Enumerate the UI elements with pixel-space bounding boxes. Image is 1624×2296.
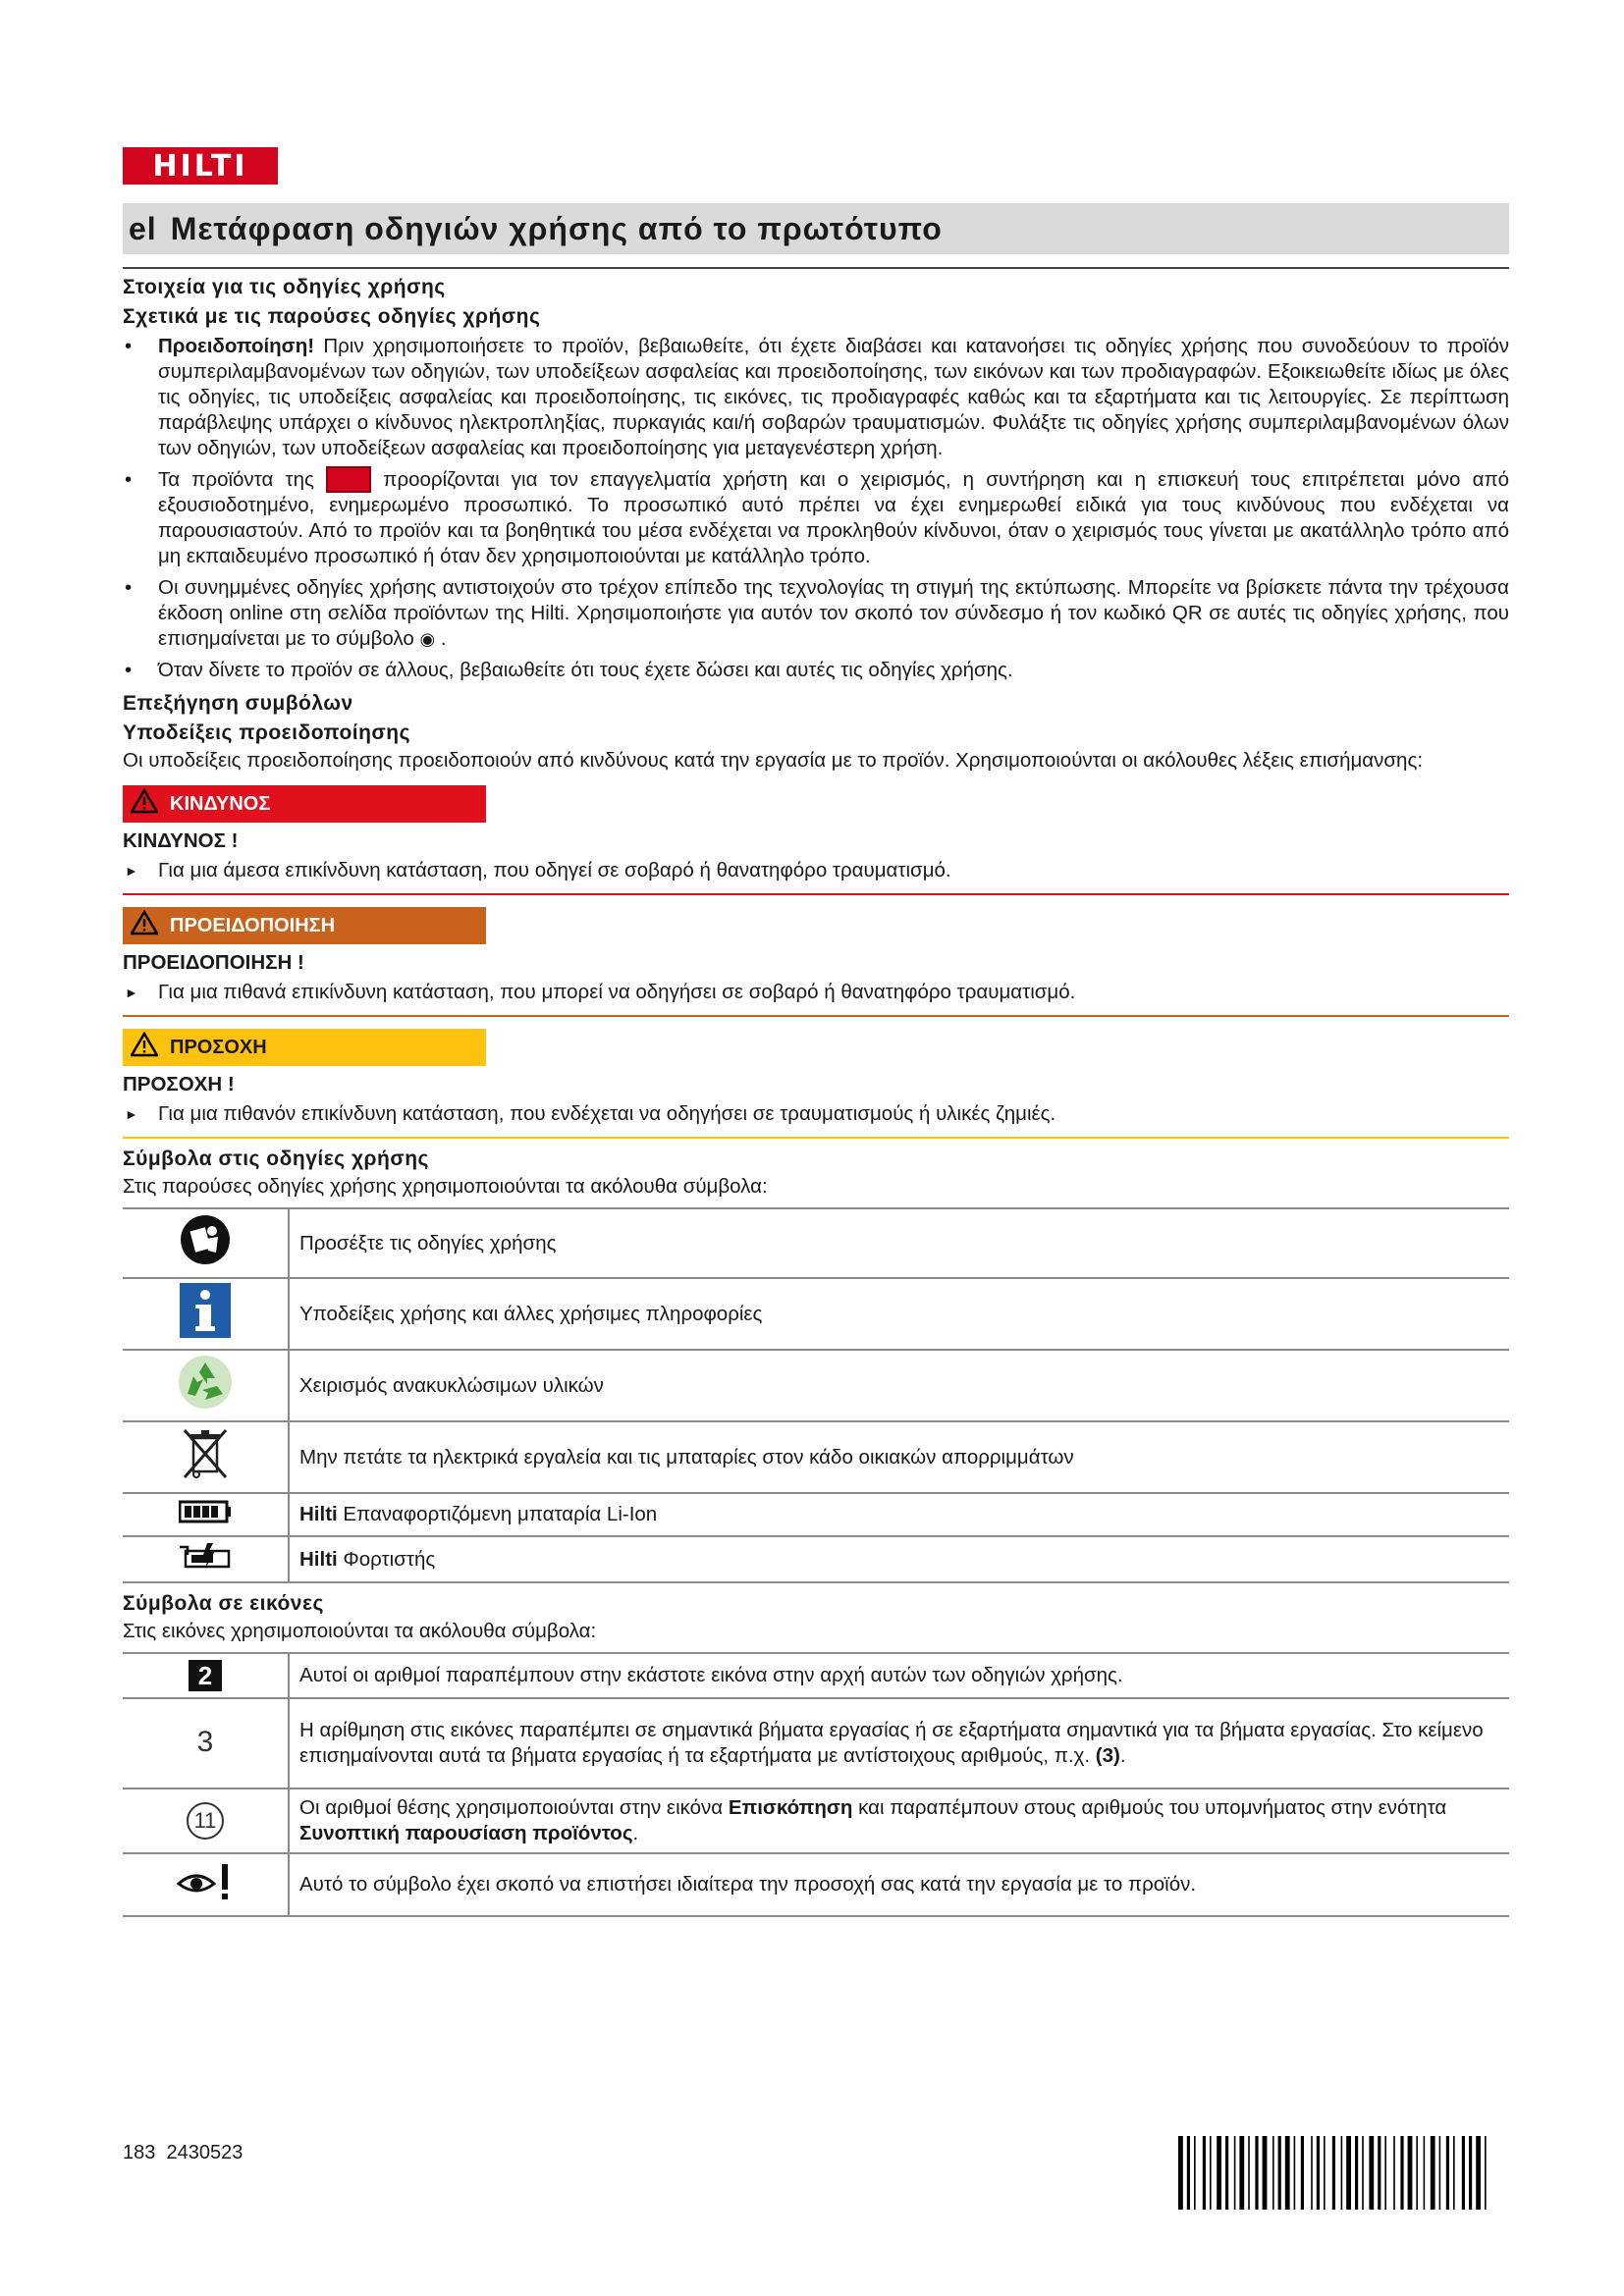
- section-heading-symbol-explanation: Επεξήγηση συμβόλων: [123, 692, 353, 715]
- info-icon: [123, 1278, 289, 1350]
- recycle-icon: [123, 1350, 289, 1421]
- caution-label: ΠΡΟΣΟΧΗ: [170, 1037, 267, 1058]
- danger-text: Για μια άμεσα επικίνδυνη κατάσταση, που οδηγεί σε σοβαρό ή θανατηφόρο τραυματισμό.: [158, 859, 951, 881]
- danger-signal-bar: [123, 785, 486, 823]
- document-body: [123, 273, 1509, 1917]
- list-item-text: Τα προϊόντα της: [158, 468, 326, 491]
- section-heading-about-manual: Σχετικά με τις παρούσες οδηγίες χρήσης: [123, 305, 541, 328]
- list-item: [123, 658, 1509, 683]
- symbol-description: Προσέξτε τις οδηγίες χρήσης: [289, 1208, 1509, 1278]
- barcode-bar: [1285, 2136, 1290, 2210]
- step-number-icon: [123, 1698, 289, 1789]
- warning-heading-text: ΠΡΟΕΙΔΟΠΟΙΗΣΗ: [123, 951, 293, 974]
- symbol-description: [289, 1698, 1509, 1789]
- barcode-bar: [1272, 2136, 1274, 2210]
- warning-triangle-icon: [131, 788, 160, 820]
- barcode-bar: [1476, 2136, 1481, 2210]
- barcode-bar: [1294, 2136, 1296, 2210]
- symbol-description: [289, 1536, 1509, 1582]
- symbol-text: Επαναφορτιζόμενη μπαταρία Li-Ion: [337, 1503, 658, 1525]
- list-item: [123, 575, 1509, 652]
- figure-symbols-intro: Στις εικόνες χρησιμοποιούνται τα ακόλουθα σύμβολα:: [123, 1620, 597, 1642]
- redacted-brand: Hilti: [326, 466, 371, 493]
- arrow-icon: ►: [125, 1106, 138, 1122]
- caution-signal-bar: [123, 1029, 486, 1066]
- position-number-glyph: 11: [187, 1802, 224, 1840]
- barcode-bar: [1369, 2136, 1374, 2210]
- barcode-bar: [1355, 2136, 1358, 2210]
- barcode-bar: [1311, 2136, 1313, 2210]
- title-divider: [123, 267, 1509, 269]
- barcode-bar: [1400, 2136, 1403, 2210]
- product-overview-reference: Συνοπτική παρουσίαση προϊόντος: [299, 1822, 633, 1844]
- barcode-bar: [1346, 2136, 1351, 2210]
- table-row: [123, 1653, 1509, 1698]
- page-title-bar: [123, 203, 1509, 254]
- table-row: [123, 1421, 1509, 1493]
- barcode-bar: [1378, 2136, 1380, 2210]
- manual-symbols-table: [123, 1207, 1509, 1583]
- symbol-description: [289, 1789, 1509, 1853]
- barcode-bar: [1485, 2136, 1487, 2210]
- table-row: [123, 1350, 1509, 1421]
- caution-heading: [123, 1072, 1509, 1097]
- barcode-bar: [1462, 2136, 1465, 2210]
- barcode-bar: [1194, 2136, 1196, 2210]
- battery-icon: [123, 1493, 289, 1536]
- table-row: [123, 1789, 1509, 1853]
- table-row: [123, 1208, 1509, 1278]
- crossed-bin-icon: [123, 1421, 289, 1493]
- exclamation: !: [227, 1073, 235, 1095]
- barcode-bar: [1239, 2136, 1244, 2210]
- symbol-description: Χειρισμός ανακυκλώσιμων υλικών: [289, 1350, 1509, 1421]
- arrow-icon: ►: [125, 863, 138, 879]
- step-number-glyph: 3: [196, 1725, 214, 1758]
- symbol-text: .: [632, 1822, 639, 1844]
- manual-symbols-intro: Στις παρούσες οδηγίες χρήσης χρησιμοποιούνται τα ακόλουθα σύμβολα:: [123, 1175, 768, 1198]
- symbol-description: Μην πετάτε τα ηλεκτρικά εργαλεία και τις μπαταρίες στον κάδο οικιακών απορριμμάτων: [289, 1421, 1509, 1493]
- qr-book-icon: ◉: [419, 629, 436, 649]
- list-item-text: προορίζονται για τον επαγγελματία χρήστη και ο χειρισμός, η συντήρηση και η επισκευή τους επιτρέπεται μόνο από εξουσιοδοτημένο, ενημερωμένο προσωπικό. Το προσωπικό αυτό πρέπει να έχει ενημερωθεί ειδικά για τους κινδύνους που ενδέχεται να παρουσιαστούν. Από το προϊόν και τα βοηθητικά του μέσα ενδέχεται να προκληθούν κίνδυνοι, όταν ο χειρισμός τους γίνεται με ακατάλληλο τρόπο από μη εκπαιδευμένο προσωπικό ή όταν δεν χρησιμοποιούνται με κατάλληλο τρόπο.: [158, 468, 1509, 567]
- barcode-bar: [1317, 2136, 1320, 2210]
- danger-heading: [123, 828, 1509, 854]
- symbol-description: [289, 1493, 1509, 1536]
- barcode-bar: [1324, 2136, 1326, 2210]
- barcode-bar: [1424, 2136, 1426, 2210]
- barcode-bar: [1453, 2136, 1455, 2210]
- warning-text: Για μια πιθανά επικίνδυνη κατάσταση, που μπορεί να οδηγήσει σε σοβαρό ή θανατηφόρο τραυματισμό.: [158, 981, 1076, 1003]
- list-item-text: Πριν χρησιμοποιήσετε το προϊόν, βεβαιωθείτε, ότι έχετε διαβάσει και κατανοήσει τις οδηγίες χρήσης που συνοδεύουν το προϊόν συμπεριλαμβανομένων των οδηγιών, των υποδείξεων ασφαλείας και προειδοποίησης, των εικόνων και των προδιαγραφών. Εξοικειωθείτε ιδίως με όλες τις οδηγίες, τις υποδείξεις ασφαλείας και προειδοποίησης, τις εικόνες, τις προδιαγραφές καθώς και τα εξαρτήματα και τις λειτουργίες. Σε περίπτωση παράβλεψης υπάρχει ο κίνδυνος ηλεκτροπληξίας, πυρκαγιάς και/ή σοβαρών τραυματισμών. Φυλάξτε τις οδηγίες χρήσης συμπεριλαμβανομένων όλων των οδηγιών, των υποδείξεων ασφαλείας και προειδοποίησης για μεταγενέστερη χρήση.: [158, 335, 1509, 459]
- warning-triangle-icon: [131, 910, 160, 941]
- barcode-bar: [1255, 2136, 1258, 2210]
- section-heading-manual-symbols: Σύμβολα στις οδηγίες χρήσης: [123, 1148, 429, 1170]
- barcode-bar: [1217, 2136, 1221, 2210]
- list-item: [123, 334, 1509, 461]
- overview-reference: Επισκόπηση: [728, 1796, 853, 1819]
- barcode-bar: [1408, 2136, 1413, 2210]
- danger-description: [123, 858, 1509, 895]
- step-reference: (3): [1095, 1744, 1120, 1767]
- warning-signal-bar: [123, 907, 486, 944]
- exclamation: !: [297, 951, 304, 974]
- figure-symbols-table: [123, 1652, 1509, 1917]
- symbol-text: .: [1119, 1744, 1126, 1767]
- symbol-text: Οι αριθμοί θέσης χρησιμοποιούνται στην εικόνα: [299, 1796, 729, 1819]
- table-row: [123, 1698, 1509, 1789]
- symbol-text: και παραπέμπουν στους αριθμούς του υπομνήματος στην ενότητα: [852, 1796, 1447, 1819]
- barcode-bar: [1225, 2136, 1228, 2210]
- barcode-bar: [1469, 2136, 1472, 2210]
- warnings-intro: Οι υποδείξεις προειδοποίησης προειδοποιούν από κινδύνους κατά την εργασία με το προϊόν. Χρησιμοποιούνται οι ακόλουθες λέξεις επισήμανσης:: [123, 749, 1424, 772]
- attention-eye-icon: [123, 1853, 289, 1916]
- table-row: [123, 1536, 1509, 1582]
- charger-icon: [123, 1536, 289, 1582]
- barcode-bar: [1416, 2136, 1418, 2210]
- page-number: 183: [123, 2142, 156, 2163]
- symbol-description: Υποδείξεις χρήσης και άλλες χρήσιμες πληροφορίες: [289, 1278, 1509, 1350]
- table-row: [123, 1493, 1509, 1536]
- brand-name: Hilti: [299, 1503, 338, 1525]
- symbol-description: Αυτό το σύμβολο έχει σκοπό να επιστήσει ιδιαίτερα την προσοχή σας κατά την εργασία με το προϊόν.: [289, 1853, 1509, 1916]
- barcode-bar: [1301, 2136, 1304, 2210]
- read-manual-icon: [123, 1208, 289, 1278]
- symbol-description: Αυτοί οι αριθμοί παραπέμπουν στην εκάστοτε εικόνα στην αρχή αυτών των οδηγιών χρήσης.: [289, 1653, 1509, 1698]
- barcode-image: [1178, 2136, 1509, 2210]
- list-item-text: .: [440, 627, 447, 650]
- manual-info-list: [123, 334, 1509, 683]
- symbol-text: Η αρίθμηση στις εικόνες παραπέμπει σε σημαντικά βήματα εργασίας ή σε εξαρτήματα σημαντικά για τα βήματα εργασίας. Στο κείμενο επισημαίνονται αυτά τα βήματα εργασίας ή τα εξαρτήματα με αντίστοιχους αριθμούς, π.χ.: [299, 1719, 1484, 1767]
- barcode-bar: [1187, 2136, 1190, 2210]
- list-item: [123, 467, 1509, 569]
- list-item-text: Οι συνημμένες οδηγίες χρήσης αντιστοιχούν στο τρέχον επίπεδο της τεχνολογίας τη στιγμή της εκτύπωσης. Μπορείτε να βρίσκετε πάντα την τρέχουσα έκδοση online στη σελίδα προϊόντων της Hilti. Χρησιμοποιήστε για αυτόν τον σκοπό τον σύνδεσμο ή τον κωδικό QR σε αυτές τις οδηγίες χρήσης, που επισημαίνεται με το σύμβολο: [158, 576, 1509, 650]
- section-heading-figure-symbols: Σύμβολα σε εικόνες: [123, 1592, 324, 1615]
- barcode-bar: [1439, 2136, 1441, 2210]
- warning-label: ΠΡΟΕΙΔΟΠΟΙΗΣΗ: [170, 915, 336, 936]
- barcode-bar: [1248, 2136, 1250, 2210]
- barcode-bar: [1341, 2136, 1343, 2210]
- barcode-bar: [1393, 2136, 1395, 2210]
- barcode-bar: [1332, 2136, 1335, 2210]
- table-row: [123, 1853, 1509, 1916]
- document-number: 2430523: [166, 2142, 244, 2163]
- barcode-bar: [1210, 2136, 1212, 2210]
- caution-text: Για μια πιθανόν επικίνδυνη κατάσταση, που ενδέχεται να οδηγήσει σε τραυματισμούς ή υλικές ζημιές.: [158, 1102, 1056, 1125]
- caution-description: [123, 1101, 1509, 1139]
- barcode-bar: [1278, 2136, 1281, 2210]
- section-heading-manual-info: Στοιχεία για τις οδηγίες χρήσης: [123, 276, 446, 298]
- section-heading-warnings: Υποδείξεις προειδοποίησης: [123, 721, 411, 744]
- barcode-bar: [1203, 2136, 1206, 2210]
- barcode-bar: [1178, 2136, 1183, 2210]
- warning-emphasis: Προειδοποίηση!: [158, 335, 315, 357]
- barcode-bar: [1263, 2136, 1268, 2210]
- figure-number-icon: [123, 1653, 289, 1698]
- barcode-bar: [1446, 2136, 1449, 2210]
- warning-heading: [123, 950, 1509, 976]
- brand-name: Hilti: [299, 1547, 338, 1571]
- warning-description: [123, 980, 1509, 1017]
- danger-heading-text: ΚΙΝΔΥΝΟΣ: [123, 829, 226, 852]
- hilti-logo: HILTI: [123, 147, 278, 185]
- barcode-bar: [1431, 2136, 1435, 2210]
- arrow-icon: ►: [125, 985, 138, 1000]
- exclamation: !: [231, 829, 239, 852]
- figure-number-glyph: 2: [189, 1660, 222, 1691]
- caution-heading-text: ΠΡΟΣΟΧΗ: [123, 1073, 223, 1095]
- barcode-bar: [1362, 2136, 1364, 2210]
- language-code: el: [129, 210, 157, 246]
- barcode-bar: [1234, 2136, 1236, 2210]
- position-number-icon: [123, 1789, 289, 1853]
- page-title: Μετάφραση οδηγιών χρήσης από το πρωτότυπο: [170, 210, 943, 246]
- danger-label: ΚΙΝΔΥΝΟΣ: [170, 793, 271, 815]
- barcode-bar: [1384, 2136, 1386, 2210]
- symbol-text: Φορτιστής: [337, 1547, 436, 1571]
- warning-triangle-icon: [131, 1032, 160, 1063]
- table-row: [123, 1278, 1509, 1350]
- list-item-text: Όταν δίνετε το προϊόν σε άλλους, βεβαιωθείτε ότι τους έχετε δώσει και αυτές τις οδηγίες χρήσης.: [158, 659, 1013, 681]
- page-footer-number: [123, 2142, 243, 2164]
